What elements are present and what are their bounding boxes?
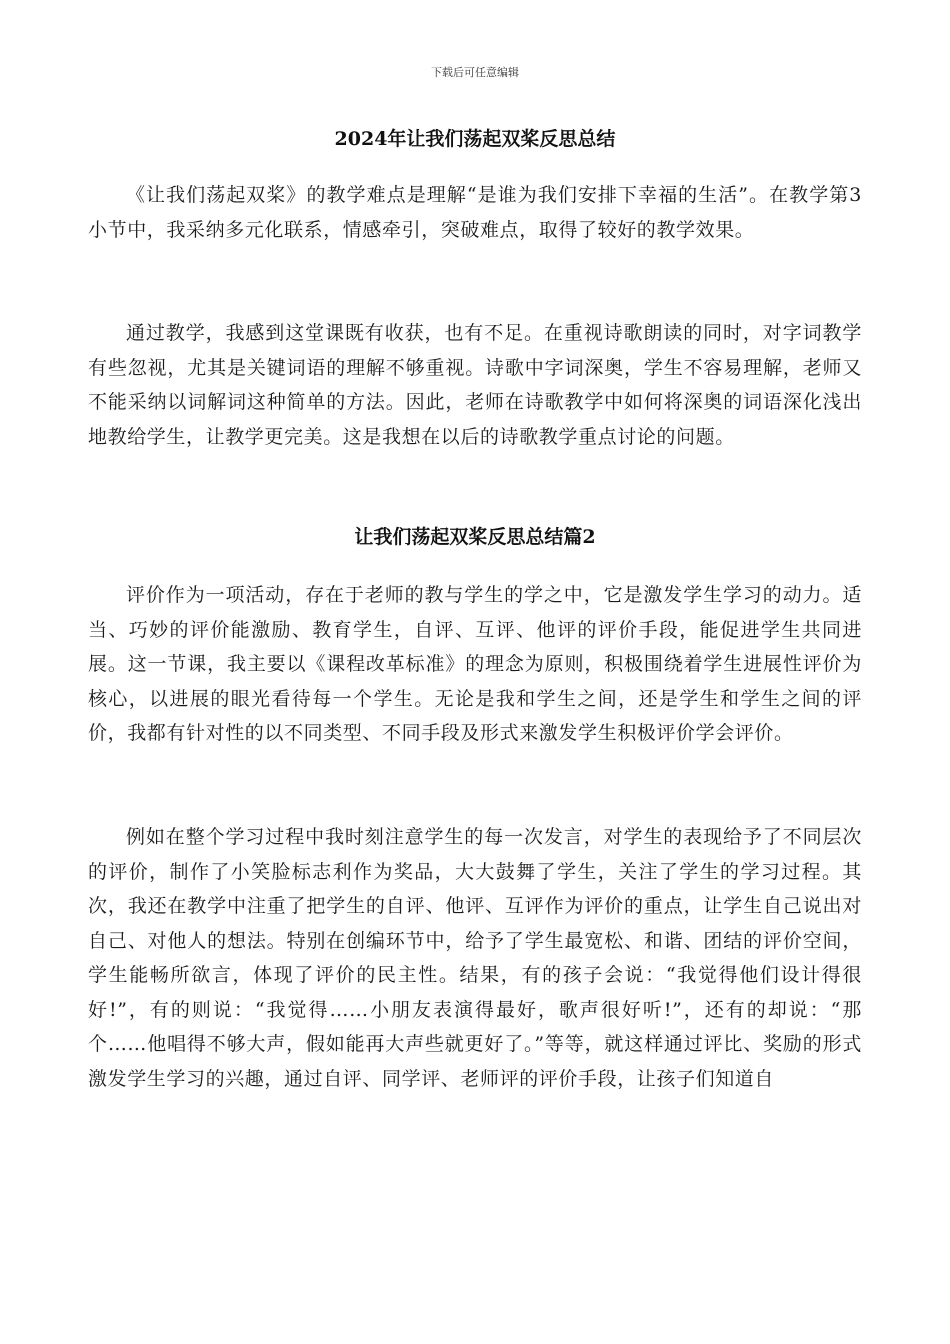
- section-1-paragraph-2: 通过教学，我感到这堂课既有收获，也有不足。在重视诗歌朗读的同时，对字词教学有些忽视，尤其是关键词语的理解不够重视。诗歌中字词深奥，学生不容易理解，老师又不能采纳以词解词这种简单的方法。因此，老师在诗歌教学中如何将深奥的词语深化浅出地教给学生，让教学更完美。这是我想在以后的诗歌教学重点讨论的问题。: [88, 322, 862, 448]
- section-title-1: 2024年让我们荡起双桨反思总结: [334, 128, 616, 150]
- page-header-note: 下载后可任意编辑: [431, 66, 519, 79]
- section-1-paragraph-1: 《让我们荡起双桨》的教学难点是理解“是谁为我们安排下幸福的生活”。在教学第3小节中，我采纳多元化联系，情感牵引，突破难点，取得了较好的教学效果。: [88, 184, 862, 241]
- section-title-2: 让我们荡起双桨反思总结篇2: [354, 526, 596, 548]
- section-2-paragraph-1: 评价作为一项活动，存在于老师的教与学生的学之中，它是激发学生学习的动力。适当、巧妙的评价能激励、教育学生，自评、互评、他评的评价手段，能促进学生共同进展。这一节课，我主要以《课程改革标准》的理念为原则，积极围绕着学生进展性评价为核心，以进展的眼光看待每一个学生。无论是我和学生之间，还是学生和学生之间的评价，我都有针对性的以不同类型、不同手段及形式来激发学生积极评价学会评价。: [88, 584, 862, 744]
- section-2-paragraph-2: 例如在整个学习过程中我时刻注意学生的每一次发言，对学生的表现给予了不同层次的评价，制作了小笑脸标志利作为奖品，大大鼓舞了学生，关注了学生的学习过程。其次，我还在教学中注重了把学生的自评、他评、互评作为评价的重点，让学生自己说出对自己、对他人的想法。特别在创编环节中，给予了学生最宽松、和谐、团结的评价空间，学生能畅所欲言，体现了评价的民主性。结果，有的孩子会说：“我觉得他们设计得很好!”，有的则说：“我觉得……小朋友表演得最好，歌声很好听!”，还有的却说：“那个……他唱得不够大声，假如能再大声些就更好了。”等等，就这样通过评比、奖励的形式激发学生学习的兴趣，通过自评、同学评、老师评的评价手段，让孩子们知道自: [88, 826, 862, 1090]
